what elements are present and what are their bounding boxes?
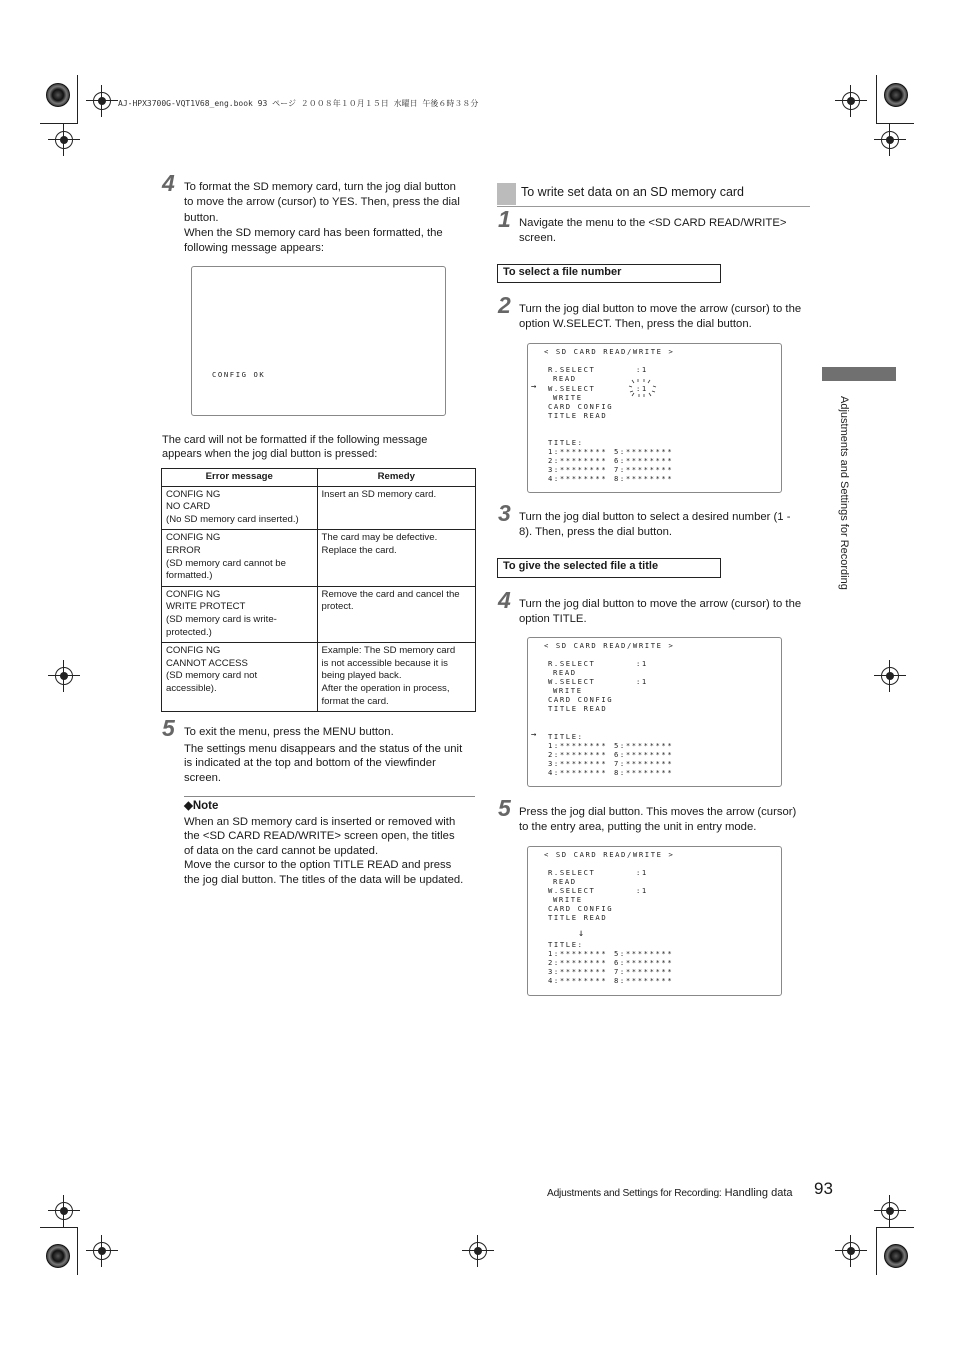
- text-line: When an SD memory card is inserted or removed with: [184, 816, 456, 828]
- cursor-arrow-icon: →: [531, 730, 537, 740]
- cell-line: (SD memory card not: [166, 670, 258, 682]
- note-title: ◆Note: [184, 800, 219, 812]
- right-step-1-text: [519, 216, 819, 247]
- section-title: To write set data on an SD memory card: [521, 185, 745, 199]
- title-slot: 6:********: [614, 456, 674, 465]
- step-number: 5: [498, 795, 511, 821]
- step-number: 3: [498, 500, 511, 526]
- menu-title-label: TITLE:: [548, 438, 584, 447]
- menu-item: R.SELECT: [548, 365, 596, 374]
- cell-line: WRITE PROTECT: [166, 601, 246, 613]
- text-line: the jog dial button. The titles of the data will be updated.: [184, 873, 464, 886]
- crosshair-mark-icon: [55, 667, 73, 685]
- text-line: To exit the menu, press the MENU button.: [184, 726, 394, 738]
- remedy-cell: [317, 530, 475, 586]
- menu-item: CARD CONFIG: [548, 402, 614, 411]
- sd-card-menu-screen: [527, 637, 782, 787]
- config-ok-screen: [191, 266, 446, 416]
- step-number: 4: [498, 587, 511, 613]
- sd-card-menu-screen: [527, 343, 782, 493]
- crosshair-mark-icon: [881, 131, 899, 149]
- title-slot: 3:********: [548, 759, 608, 768]
- remedy-cell: [317, 486, 475, 530]
- title-slot: 6:********: [614, 750, 674, 759]
- menu-item: READ: [553, 374, 577, 383]
- note-text: [184, 815, 484, 887]
- menu-value: :1: [636, 886, 648, 895]
- menu-value: :1: [636, 365, 648, 374]
- table-row: [162, 486, 476, 530]
- error-message-cell: [162, 586, 318, 642]
- title-slot: 1:********: [548, 447, 608, 456]
- menu-title: < SD CARD READ/WRITE >: [544, 347, 675, 356]
- cell-line: is not accessible because it is: [321, 657, 448, 669]
- cell-line: (SD memory card is write-: [166, 613, 277, 625]
- right-step-5-text: [519, 805, 819, 836]
- blink-indicator-icon: [628, 378, 660, 398]
- menu-value: :1: [636, 677, 648, 686]
- title-slot: 8:********: [614, 768, 674, 777]
- error-message-cell: [162, 530, 318, 586]
- title-slot: 1:********: [548, 741, 608, 750]
- text-line: Turn the jog dial button to move the arrow (cursor) to the: [519, 598, 802, 610]
- title-slot: 8:********: [614, 474, 674, 483]
- text-line: screen.: [519, 232, 557, 245]
- crosshair-mark-icon: [881, 1202, 899, 1220]
- title-slot: 2:********: [548, 456, 608, 465]
- sd-card-menu-screen: [527, 846, 782, 996]
- text-line: of data on the card cannot be updated.: [184, 844, 379, 857]
- cell-line: protected.): [166, 626, 212, 638]
- registration-target-icon: [46, 83, 70, 107]
- registration-target-icon: [46, 1244, 70, 1268]
- step-number: 5: [162, 715, 175, 741]
- menu-title: < SD CARD READ/WRITE >: [544, 641, 675, 650]
- text-line: 8). Then, press the dial button.: [519, 526, 673, 539]
- print-info-header: AJ-HPX3700G-VQT1V68_eng.book 93 ページ ２００８年１０月１５日 水曜日 午後６時３８分: [118, 99, 479, 108]
- text-line: to the entry area, putting the unit in entry mode.: [519, 821, 757, 834]
- text-line: option W.SELECT. Then, press the dial button.: [519, 318, 752, 331]
- title-slot: 2:********: [548, 958, 608, 967]
- section-heading: [497, 183, 810, 207]
- column-header: Error message: [162, 469, 318, 487]
- menu-item: W.SELECT: [548, 886, 596, 895]
- title-slot: 6:********: [614, 958, 674, 967]
- crosshair-mark-icon: [93, 92, 111, 110]
- crosshair-mark-icon: [842, 1242, 860, 1260]
- cell-line: CONFIG NG: [166, 488, 221, 500]
- menu-item: TITLE READ: [548, 913, 608, 922]
- menu-item: WRITE: [553, 393, 583, 402]
- cell-line: Replace the card.: [321, 544, 397, 556]
- cell-line: formatted.): [166, 570, 213, 582]
- menu-item: READ: [553, 877, 577, 886]
- title-slot: 5:********: [614, 447, 674, 456]
- text-line: appears when the jog dial button is pressed:: [162, 448, 378, 461]
- menu-item: TITLE READ: [548, 411, 608, 420]
- text-line: the <SD CARD READ/WRITE> screen open, the titles: [184, 830, 455, 843]
- menu-item: TITLE READ: [548, 704, 608, 713]
- text-line: The card will not be formatted if the following message: [162, 434, 428, 446]
- menu-item: WRITE: [553, 686, 583, 695]
- cell-line: ERROR: [166, 544, 201, 556]
- format-warning-intro: [162, 433, 482, 462]
- crosshair-mark-icon: [881, 667, 899, 685]
- menu-value: :1: [636, 659, 648, 668]
- title-slot: 5:********: [614, 949, 674, 958]
- text-line: option TITLE.: [519, 613, 587, 626]
- step-number: 4: [162, 170, 175, 196]
- title-slot: 4:********: [548, 976, 608, 985]
- cell-line: The card may be defective.: [321, 532, 438, 544]
- footer-running-title: [547, 1183, 793, 1201]
- table-row: [162, 643, 476, 712]
- title-slot: 7:********: [614, 465, 674, 474]
- cell-line: NO CARD: [166, 501, 211, 513]
- crosshair-mark-icon: [842, 92, 860, 110]
- step-number: 1: [498, 206, 511, 232]
- menu-title-label: TITLE:: [548, 940, 584, 949]
- title-slot: 4:********: [548, 474, 608, 483]
- chapter-tab: [822, 367, 896, 381]
- text-line: button.: [184, 211, 219, 224]
- heading-bar: [497, 183, 516, 205]
- title-slot: 4:********: [548, 768, 608, 777]
- cell-line: Remove the card and cancel the: [321, 588, 460, 600]
- title-slot: 2:********: [548, 750, 608, 759]
- step-4-text: [184, 180, 484, 256]
- error-message-cell: [162, 486, 318, 530]
- subheading-select-file-number: To select a file number: [497, 264, 721, 283]
- title-slot: 3:********: [548, 465, 608, 474]
- table-row: [162, 586, 476, 642]
- menu-title: < SD CARD READ/WRITE >: [544, 850, 675, 859]
- text-line: to move the arrow (cursor) to YES. Then, press the dial: [184, 196, 460, 209]
- remedy-cell: [317, 586, 475, 642]
- text-line: following message appears:: [184, 242, 325, 255]
- menu-item: R.SELECT: [548, 868, 596, 877]
- title-slot: 1:********: [548, 949, 608, 958]
- cell-line: format the card.: [321, 695, 389, 707]
- cell-line: CONFIG NG: [166, 532, 221, 544]
- cell-line: CANNOT ACCESS: [166, 657, 248, 669]
- column-header: Remedy: [317, 469, 475, 487]
- chapter-tab-label: Adjustments and Settings for Recording: [838, 396, 850, 590]
- menu-item: W.SELECT: [548, 677, 596, 686]
- crosshair-mark-icon: [469, 1242, 487, 1260]
- text-line: Press the jog dial button. This moves the arrow (cursor): [519, 806, 797, 818]
- cell-line: being played back.: [321, 670, 402, 682]
- title-slot: 8:********: [614, 976, 674, 985]
- text-line: Turn the jog dial button to move the arrow (cursor) to the: [519, 303, 802, 315]
- menu-item: CARD CONFIG: [548, 695, 614, 704]
- table-header-row: [162, 469, 476, 487]
- footer-topic: Handling data: [721, 1187, 793, 1199]
- menu-title-label: TITLE:: [548, 732, 584, 741]
- crosshair-mark-icon: [55, 1202, 73, 1220]
- title-slot: 5:********: [614, 741, 674, 750]
- right-step-4-text: [519, 597, 819, 628]
- cell-line: CONFIG NG: [166, 588, 221, 600]
- entry-cursor-down-arrow-icon: ↓: [578, 928, 585, 939]
- text-line: To format the SD memory card, turn the jog dial button: [184, 181, 456, 193]
- cell-line: CONFIG NG: [166, 645, 221, 657]
- menu-value: :1: [636, 868, 648, 877]
- error-message-table: [161, 468, 476, 712]
- crosshair-mark-icon: [55, 131, 73, 149]
- registration-target-icon: [884, 1244, 908, 1268]
- step-5-text: [184, 725, 484, 785]
- text-line: is indicated at the top and bottom of the viewfinder: [184, 757, 436, 770]
- text-line: screen.: [184, 771, 222, 784]
- cell-line: After the operation in process,: [321, 682, 450, 694]
- menu-item: CARD CONFIG: [548, 904, 614, 913]
- step-number: 2: [498, 292, 511, 318]
- remedy-cell: [317, 643, 475, 712]
- page-number: 93: [814, 1179, 833, 1198]
- title-slot: 7:********: [614, 967, 674, 976]
- cell-line: Insert an SD memory card.: [321, 488, 437, 500]
- title-slot: 7:********: [614, 759, 674, 768]
- error-message-cell: [162, 643, 318, 712]
- menu-item: R.SELECT: [548, 659, 596, 668]
- crosshair-mark-icon: [93, 1242, 111, 1260]
- text-line: Move the cursor to the option TITLE READ and press: [184, 859, 452, 872]
- menu-item: READ: [553, 668, 577, 677]
- note-divider: [184, 796, 475, 797]
- table-row: [162, 530, 476, 586]
- menu-value: :1: [636, 384, 648, 393]
- text-line: The settings menu disappears and the status of the unit: [184, 742, 463, 755]
- text-line: When the SD memory card has been formatted, the: [184, 226, 443, 239]
- menu-item: WRITE: [553, 895, 583, 904]
- cursor-arrow-icon: →: [531, 382, 537, 392]
- right-step-3-text: [519, 510, 819, 541]
- title-slot: 3:********: [548, 967, 608, 976]
- text-line: Turn the jog dial button to select a desired number (1 -: [519, 511, 791, 523]
- config-message: CONFIG OK: [212, 370, 266, 379]
- cell-line: (SD memory card cannot be: [166, 557, 286, 569]
- cell-line: protect.: [321, 601, 354, 613]
- subheading-give-title: To give the selected file a title: [497, 558, 721, 578]
- cell-line: Example: The SD memory card: [321, 645, 456, 657]
- text-line: Navigate the menu to the <SD CARD READ/WRITE>: [519, 217, 787, 229]
- registration-target-icon: [884, 83, 908, 107]
- right-step-2-text: [519, 302, 819, 333]
- footer-section: Adjustments and Settings for Recording:: [547, 1188, 722, 1199]
- cell-line: (No SD memory card inserted.): [166, 513, 299, 525]
- cell-line: accessible).: [166, 682, 217, 694]
- menu-item: W.SELECT: [548, 384, 596, 393]
